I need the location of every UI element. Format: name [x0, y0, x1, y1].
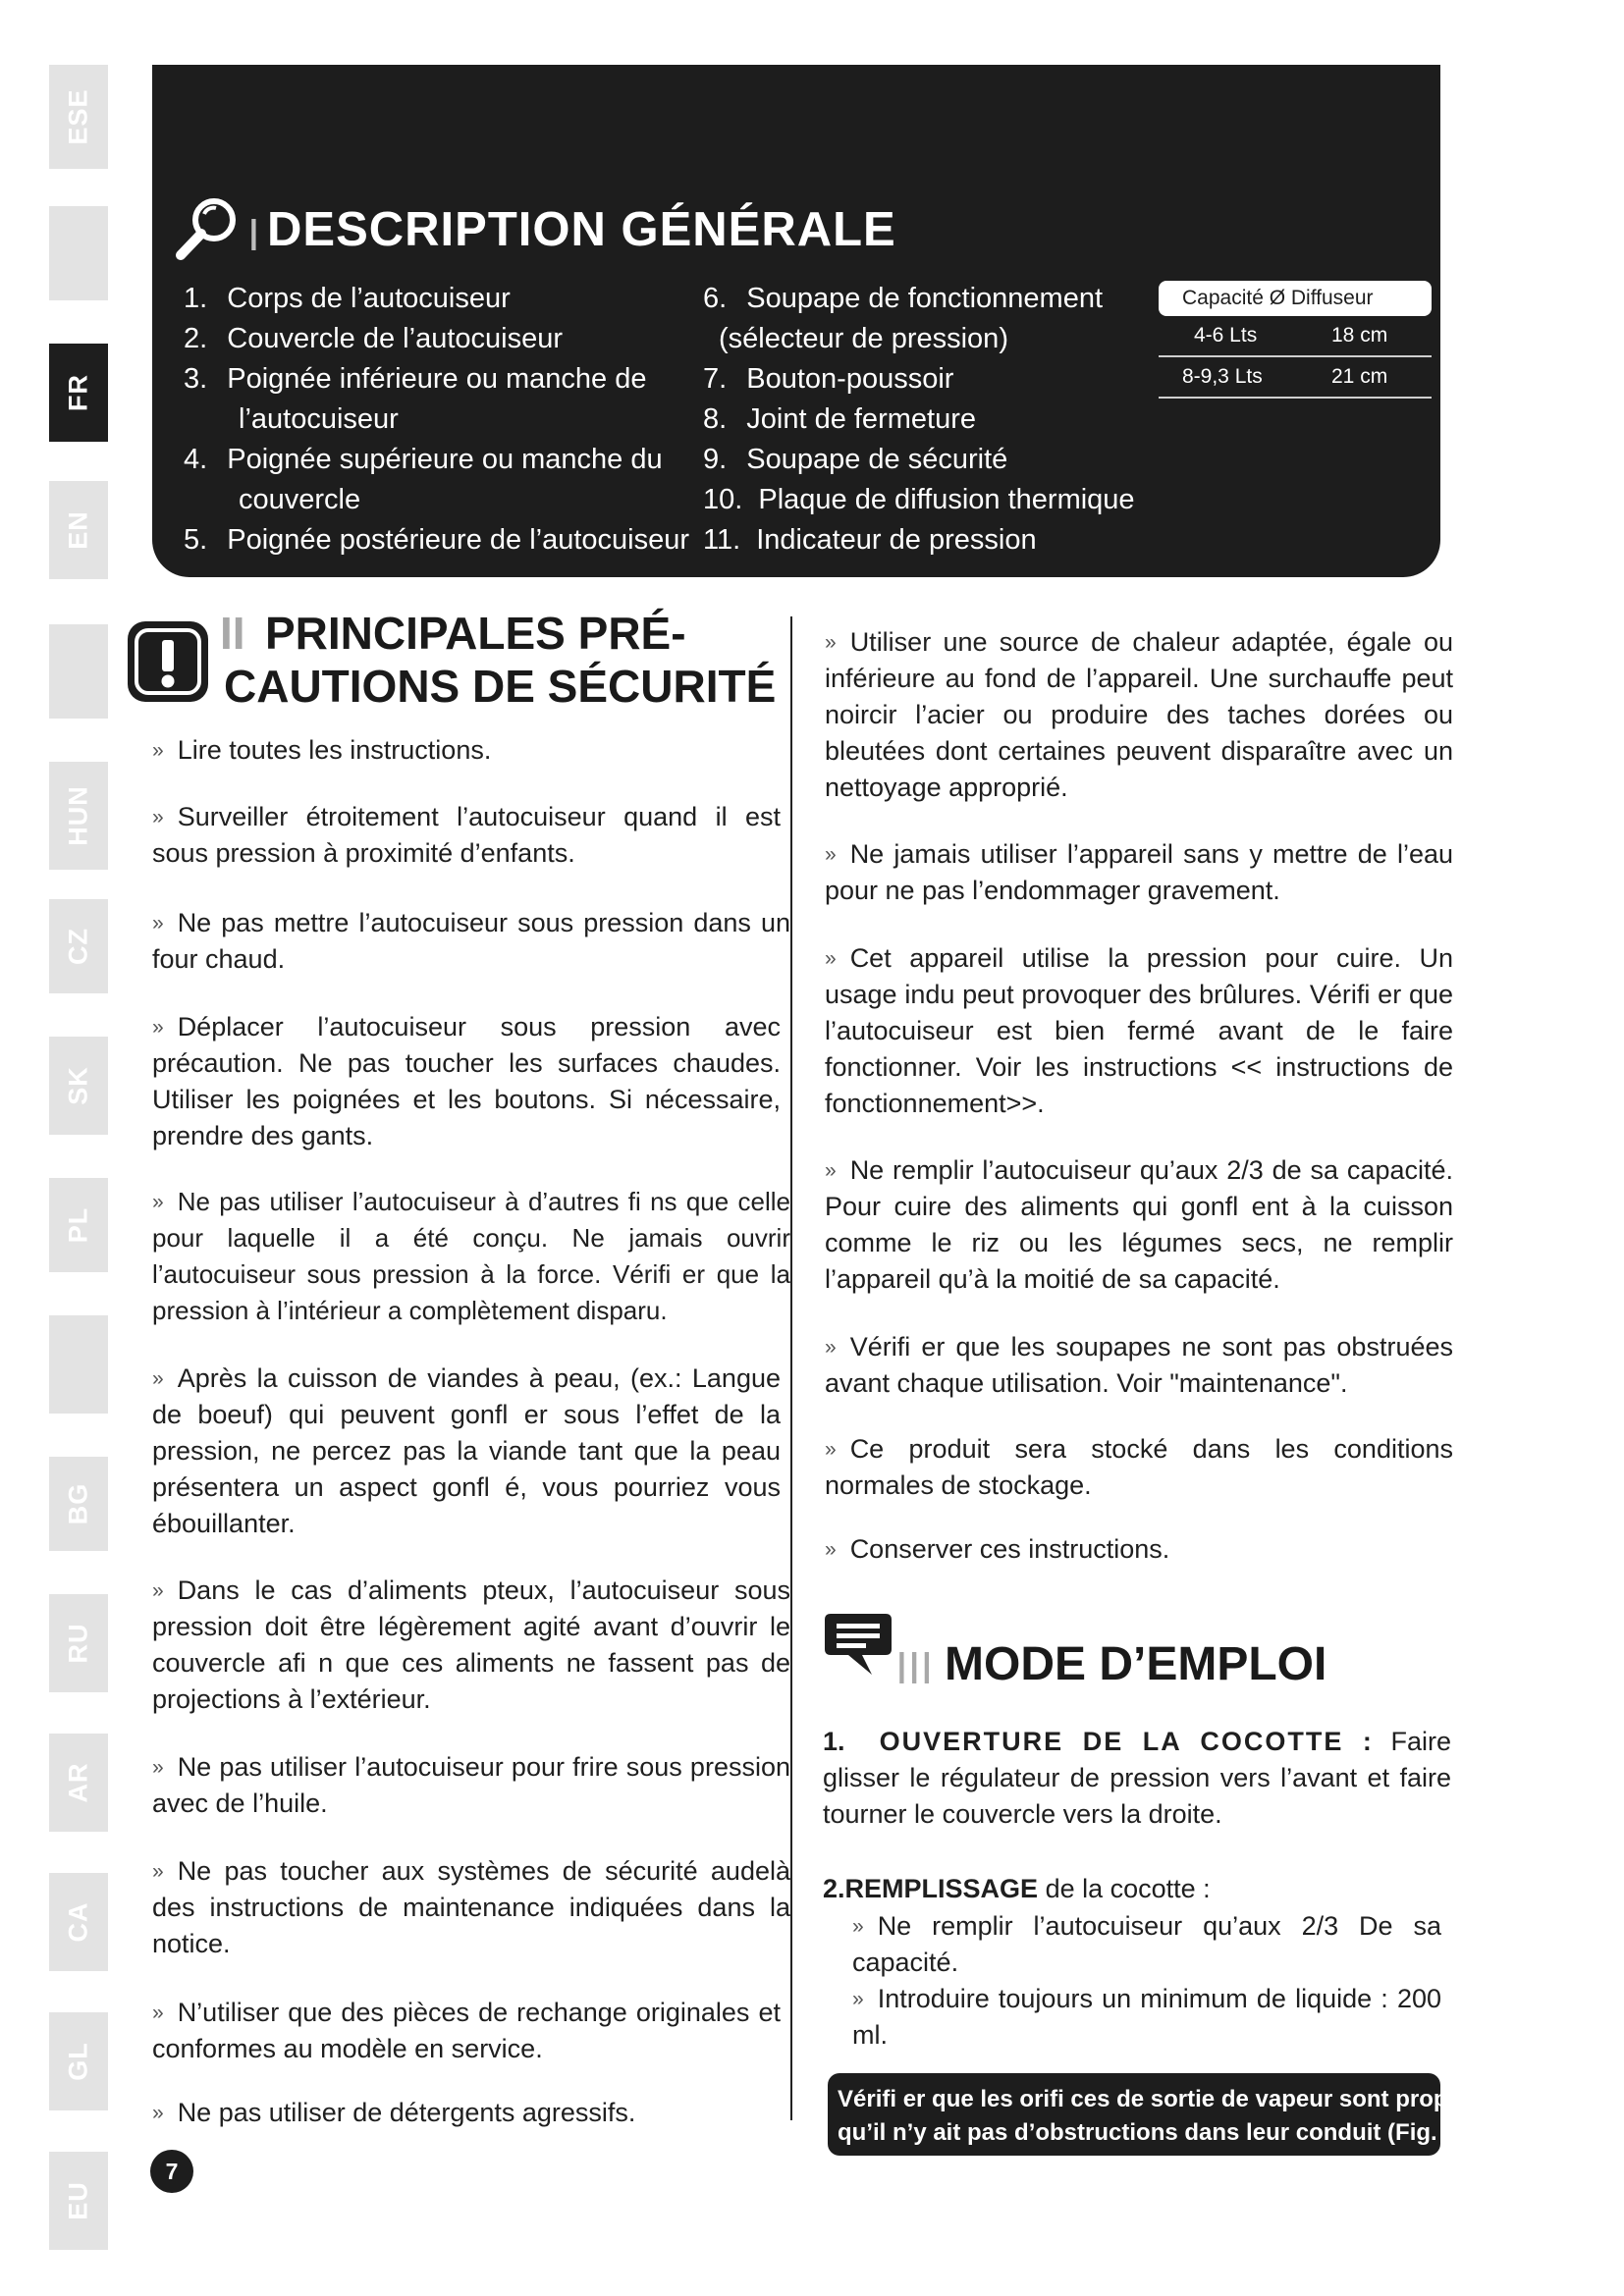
safety-item: » Ne jamais utiliser l’appareil sans y mettre de l’eau pour ne pas l’endommager gravement.	[825, 839, 1453, 905]
part-item: 5. Poignée postérieure de l’autocuiseur	[184, 524, 690, 556]
part-item: 10. Plaque de diffusion thermique	[703, 484, 1135, 515]
section-2-roman: II	[220, 608, 245, 659]
magnifier-icon	[173, 194, 242, 263]
safety-item: » Après la cuisson de viandes à peau, (ex.: Langue de boeuf) qui peuvent gonfl er sous l’effet de la pression, ne percez pas la viande tant que la peau présentera un aspect gonfl é, vous pourriez vous ébouillanter.	[152, 1363, 781, 1538]
safety-item: » Ne pas utiliser de détergents agressifs.	[152, 2098, 636, 2127]
lang-tab-ca[interactable]: CA	[49, 1873, 108, 1971]
part-item: 2. Couvercle de l’autocuiseur	[184, 323, 563, 354]
lang-tab-en[interactable]: EN	[49, 481, 108, 579]
lang-tab-bg[interactable]: BG	[49, 1457, 108, 1551]
section-3-roman: III	[895, 1642, 934, 1693]
column-divider	[790, 616, 792, 2120]
lang-tab-blank-1[interactable]	[49, 206, 108, 300]
section-1-roman: I	[247, 209, 260, 260]
safety-item: » Ne pas utiliser l’autocuiseur à d’autres fi ns que celle pour laquelle il a été conçu. Ne jamais ouvrir l’autocuiseur sous pression à la force. Vérifi er que la pression à l’intérieur a complètement disparu.	[152, 1187, 790, 1325]
safety-item: » Cet appareil utilise la pression pour cuire. Un usage indu peut provoquer des brûlures. Vérifi er que l’autocuiseur est bien fermé avant de le faire fonctionner. Voir les instructions << instructions de fonctionnement>>.	[825, 943, 1453, 1118]
warning-icon	[123, 616, 213, 707]
part-item: 9. Soupape de sécurité	[703, 444, 1008, 475]
safety-item: » Ne pas mettre l’autocuiseur sous pression dans un four chaud.	[152, 908, 790, 974]
lang-tab-blank-3[interactable]	[49, 1315, 108, 1414]
step-2-item: » Ne remplir l’autocuiseur qu’aux 2/3 De sa capacité.	[852, 1911, 1441, 1977]
lang-tab-eu[interactable]: EU	[49, 2152, 108, 2250]
lang-tab-gl[interactable]: GL	[49, 2012, 108, 2110]
safety-item: » Dans le cas d’aliments pteux, l’autocuiseur sous pression doit être légèrement agité avant d’ouvrir le couvercle afi n que ces aliments ne fassent pas de projections à l’extérieur.	[152, 1575, 790, 1714]
part-item: couvercle	[239, 484, 361, 515]
speech-bubble-icon	[823, 1610, 893, 1679]
step-1: 1. OUVERTURE DE LA COCOTTE : Faire glisser le régulateur de pression vers l’avant et faire tourner le couvercle vers la droite.	[823, 1727, 1451, 1829]
capacity-row: 4-6 Lts 18 cm	[1159, 316, 1432, 357]
lang-tab-hun[interactable]: HUN	[49, 762, 108, 870]
part-item: 1. Corps de l’autocuiseur	[184, 283, 511, 314]
step-2: 2.REMPLISSAGE de la cocotte :	[823, 1874, 1211, 1903]
usage-title: MODE D’EMPLOI	[945, 1638, 1327, 1690]
safety-item: » Utiliser une source de chaleur adaptée, égale ou inférieure au fond de l’appareil. Une surchauffe peut noircir l’acier ou produire des taches dorées ou bleutées dont certaines peuvent disparaître avec un nettoyage approprié.	[825, 627, 1453, 802]
part-item: 3. Poignée inférieure ou manche de	[184, 363, 647, 395]
lang-tab-ar[interactable]: AR	[49, 1734, 108, 1832]
safety-item: » Ne pas utiliser l’autocuiseur pour frire sous pression avec de l’huile.	[152, 1752, 790, 1818]
part-item: (sélecteur de pression)	[719, 323, 1008, 354]
part-item: 11. Indicateur de pression	[703, 524, 1037, 556]
page-number: 7	[150, 2150, 193, 2193]
safety-item: » Ne remplir l’autocuiseur qu’aux 2/3 de sa capacité. Pour cuire des aliments qui gonfl ent à la cuisson comme le riz ou les légumes secs, ne remplir l’appareil qu’à la moitié de sa capacité.	[825, 1155, 1453, 1294]
part-item: l’autocuiseur	[239, 403, 399, 435]
safety-item: » Vérifi er que les soupapes ne sont pas obstruées avant chaque utilisation. Voir "maintenance".	[825, 1332, 1453, 1398]
part-item: 7. Bouton-poussoir	[703, 363, 954, 395]
safety-item: » Conserver ces instructions.	[825, 1534, 1170, 1564]
lang-tab-blank-2[interactable]	[49, 624, 108, 719]
part-item: 6. Soupape de fonctionnement	[703, 283, 1104, 314]
safety-title-line2: CAUTIONS DE SÉCURITÉ	[224, 661, 777, 712]
safety-item: » N’utiliser que des pièces de rechange originales et conformes au modèle en service.	[152, 1998, 781, 2063]
lang-tab-cz[interactable]: CZ	[49, 899, 108, 993]
capacity-table	[1159, 281, 1432, 399]
lang-tab-ese[interactable]: ESE	[49, 65, 108, 169]
capacity-table-header: Capacité Ø Diffuseur	[1159, 281, 1432, 316]
description-title: DESCRIPTION GÉNÉRALE	[267, 203, 896, 256]
safety-item: » Lire toutes les instructions.	[152, 735, 492, 765]
safety-item: » Ne pas toucher aux systèmes de sécurité audelà des instructions de maintenance indiquées dans la notice.	[152, 1856, 790, 1958]
lang-tab-ru[interactable]: RU	[49, 1594, 108, 1692]
safety-item: » Déplacer l’autocuiseur sous pression avec précaution. Ne pas toucher les surfaces chaudes. Utiliser les poignées et les boutons. Si nécessaire, prendre des gants.	[152, 1012, 781, 1150]
part-item: 8. Joint de fermeture	[703, 403, 976, 435]
lang-tab-pl[interactable]: PL	[49, 1178, 108, 1272]
capacity-row: 8-9,3 Lts 21 cm	[1159, 357, 1432, 399]
safety-item: » Surveiller étroitement l’autocuiseur quand il est sous pression à proximité d’enfants.	[152, 802, 781, 868]
safety-title-line1: PRINCIPALES PRÉ-	[265, 608, 686, 659]
part-item: 4. Poignée supérieure ou manche du	[184, 444, 663, 475]
step-2-item: » Introduire toujours un minimum de liquide : 200 ml.	[852, 1984, 1441, 2050]
safety-item: » Ce produit sera stocké dans les conditions normales de stockage.	[825, 1434, 1453, 1500]
lang-tab-fr[interactable]: FR	[49, 344, 108, 442]
vapor-outlet-note: Vérifi er que les orifi ces de sortie de vapeur sont propres et qu’il n’y ait pas d’obstructions dans leur conduit (Fig. 8, 9).	[828, 2073, 1440, 2156]
lang-tab-sk[interactable]: SK	[49, 1037, 108, 1135]
